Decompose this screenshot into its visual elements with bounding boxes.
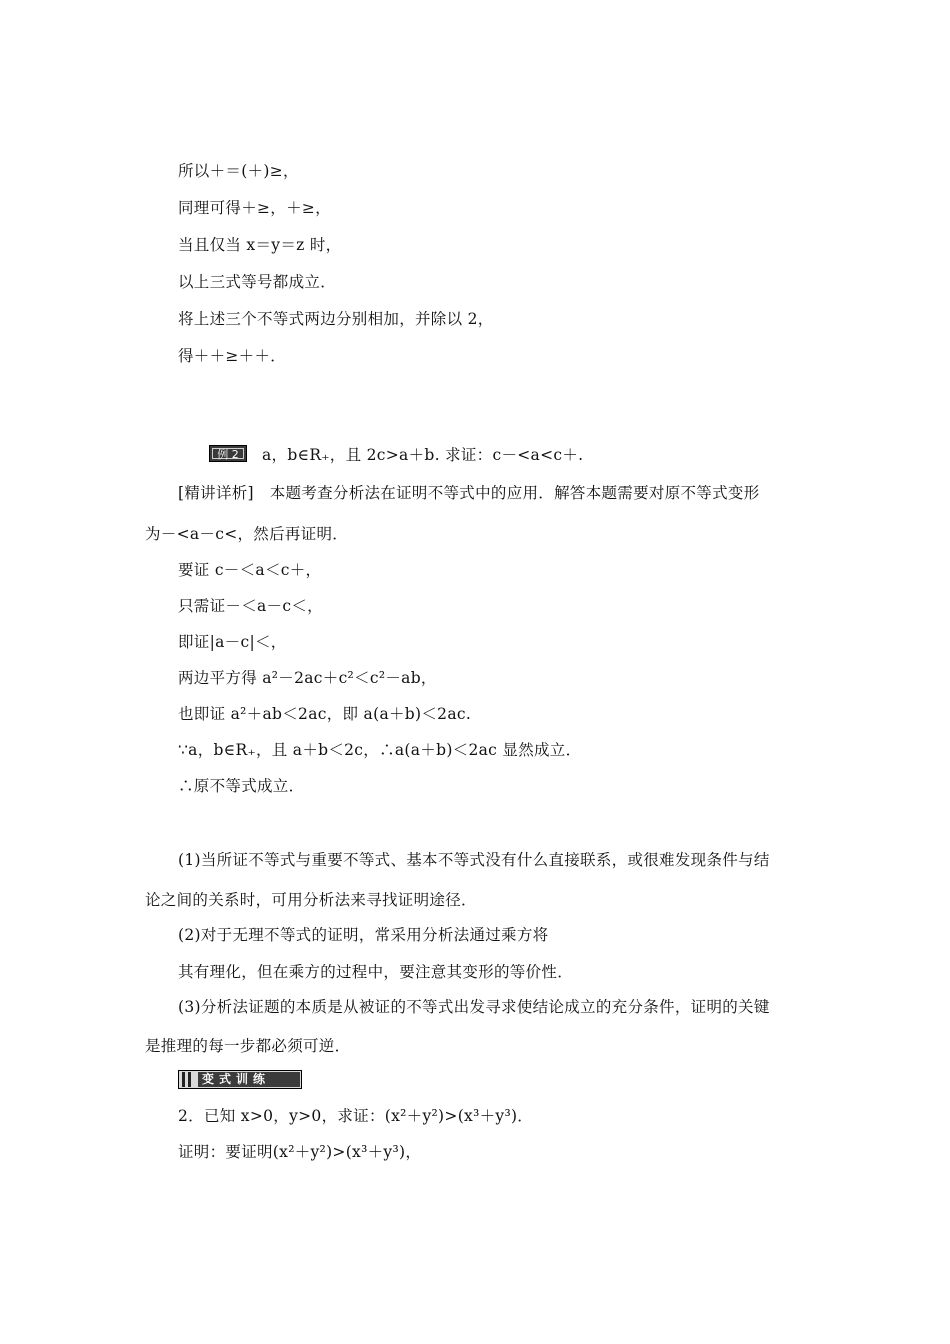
proof-line: 只需证－＜a－c＜，	[178, 597, 323, 615]
note-line: (3)分析法证题的本质是从被证的不等式出发寻求使结论成立的充分条件，证明的关键	[178, 998, 770, 1016]
note-line: 其有理化，但在乘方的过程中，要注意其变形的等价性．	[178, 963, 574, 981]
example-statement: a，b∈R₊，且 2c>a＋b. 求证：c－<a<c＋.	[262, 446, 584, 464]
text-line: 得＋＋≥＋＋．	[178, 347, 287, 365]
exercise-question: 2．已知 x>0，y>0，求证：(x²＋y²)>(x³＋y³)．	[178, 1107, 534, 1125]
note-line: 是推理的每一步都必须可逆．	[145, 1037, 351, 1055]
example-badge	[209, 445, 247, 462]
proof-line: ∴原不等式成立．	[178, 777, 305, 795]
proof-line: 即证|a－c|＜，	[178, 633, 287, 651]
text-line: 以上三式等号都成立．	[178, 273, 337, 291]
variant-training-header	[178, 1070, 302, 1089]
header-bar-icon	[182, 1072, 185, 1087]
note-line: (1)当所证不等式与重要不等式、基本不等式没有什么直接联系，或很难发现条件与结	[178, 851, 770, 869]
analysis-line: 为－<a－c<，然后再证明．	[145, 525, 349, 543]
proof-line: 也即证 a²＋ab＜2ac，即 a(a＋b)＜2ac.	[178, 705, 472, 723]
example-badge-label: 例 2	[212, 448, 244, 459]
proof-line: 两边平方得 a²－2ac＋c²＜c²－ab，	[178, 669, 437, 687]
header-bar-icon	[188, 1072, 191, 1087]
proof-line: ∵a，b∈R₊，且 a＋b＜2c，∴a(a＋b)＜2ac 显然成立．	[178, 741, 582, 759]
note-line: 论之间的关系时，可用分析法来寻找证明途径．	[145, 891, 477, 909]
exercise-proof-line: 证明：要证明(x²＋y²)>(x³＋y³)，	[178, 1143, 422, 1161]
text-line: 当且仅当 x＝y＝z 时，	[178, 236, 342, 254]
text-line: 所以＋＝(＋)≥，	[178, 162, 299, 180]
text-line: 将上述三个不等式两边分别相加，并除以 2，	[178, 310, 494, 328]
text-line: 同理可得＋≥，＋≥，	[178, 199, 331, 217]
variant-training-label: 变式训练	[198, 1072, 300, 1087]
note-line: (2)对于无理不等式的证明，常采用分析法通过乘方将	[178, 926, 549, 944]
proof-line: 要证 c－＜a＜c＋，	[178, 561, 322, 579]
analysis-line: [精讲详析] 本题考查分析法在证明不等式中的应用．解答本题需要对原不等式变形	[178, 484, 760, 502]
